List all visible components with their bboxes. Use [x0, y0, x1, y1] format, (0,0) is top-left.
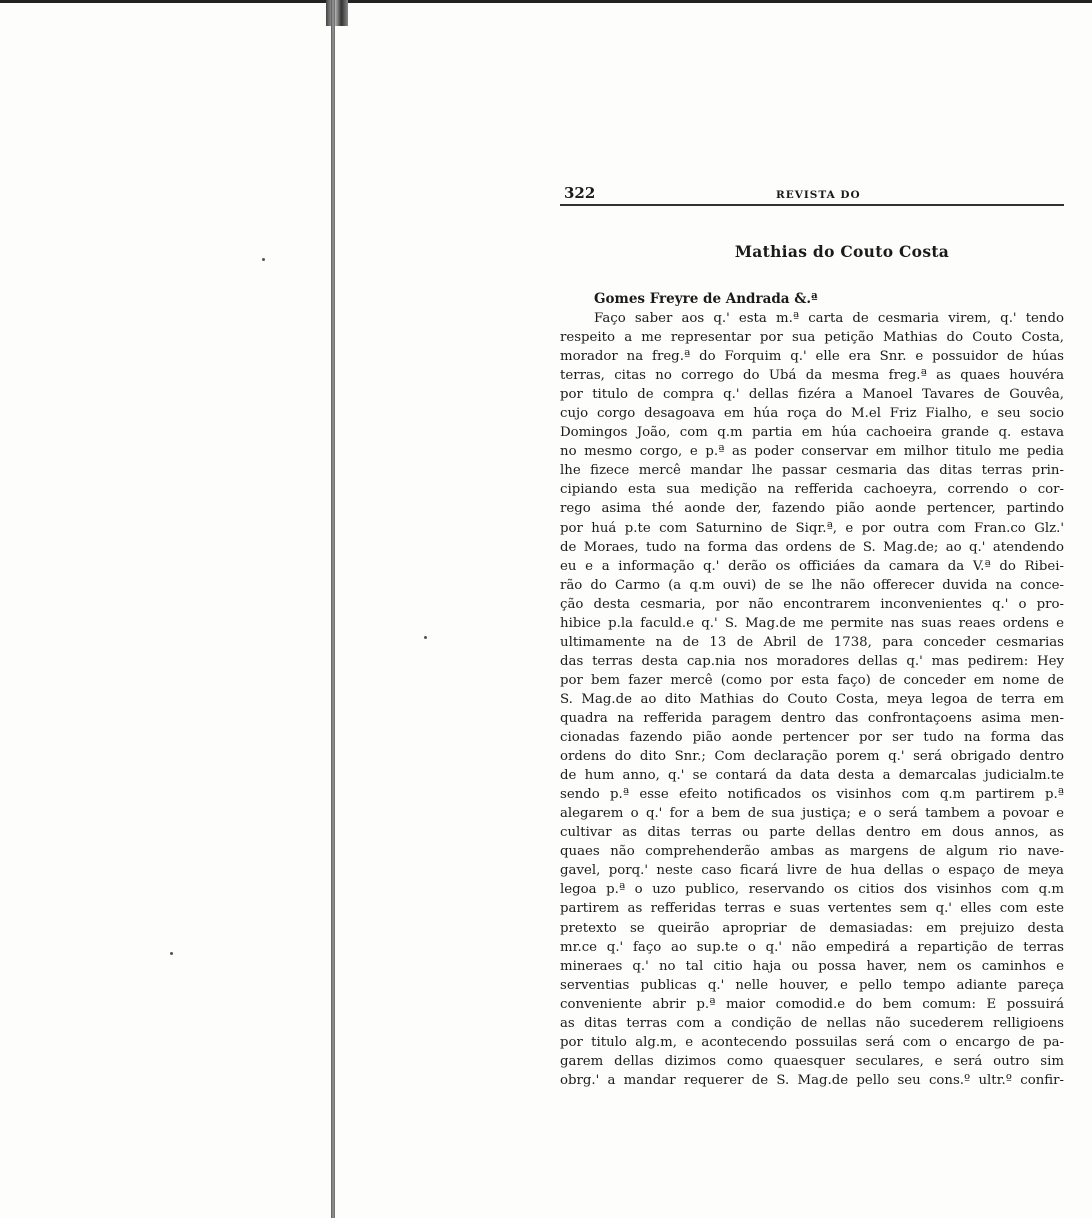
- text-line: respeito a me representar por sua petição Mathias do Couto Costa,: [560, 330, 1064, 346]
- text-line: conveniente abrir p.ª maior comodid.e do bem comum: E possuirá: [560, 996, 1064, 1012]
- binding-clip: [326, 0, 348, 26]
- book-spine: [331, 0, 335, 1218]
- page-top-edge: [0, 0, 1092, 3]
- text-line: ordens do dito Snr.; Com declaração porem q.' será obrigado dentro: [560, 749, 1064, 765]
- text-line: gavel, porq.' neste caso ficará livre de hua dellas o espaço de meya: [560, 863, 1064, 879]
- text-line: de Moraes, tudo na forma das ordens de S. Mag.de; ao q.' atendendo: [560, 539, 1064, 555]
- text-line: obrg.' a mandar requerer de S. Mag.de pello seu cons.º ultr.º confir-: [560, 1072, 1064, 1088]
- text-line: por titulo de compra q.' dellas fizéra a Manoel Tavares de Gouvêa,: [560, 387, 1064, 403]
- text-line: quadra na refferida paragem dentro das confrontaçoens asima men-: [560, 710, 1064, 726]
- text-line: serventias publicas q.' nelle houver, e pello tempo adiante pareça: [560, 977, 1064, 993]
- document-title: Mathias do Couto Costa: [734, 242, 950, 261]
- text-line: Faço saber aos q.' esta m.ª carta de cesmaria virem, q.' tendo: [594, 311, 1064, 326]
- text-line: alegarem o q.' for a bem de sua justiça; e o será tambem a povoar e: [560, 806, 1064, 822]
- text-line: por titulo alg.m, e acontecendo possuilas será com o encargo de pa-: [560, 1034, 1064, 1050]
- text-line: cultivar as ditas terras ou parte dellas dentro em dous annos, as: [560, 825, 1064, 841]
- text-line: de hum anno, q.' se contará da data desta a demarcalas judicialm.te: [560, 768, 1064, 784]
- text-line: mineraes q.' no tal citio haja ou possa haver, nem os caminhos e: [560, 958, 1064, 974]
- text-line: rego asima thé aonde der, fazendo pião aonde pertencer, partindo: [560, 501, 1064, 517]
- text-line: no mesmo corgo, e p.ª as poder conservar em milhor titulo me pedia: [560, 444, 1064, 460]
- running-head: REVISTA DO: [776, 189, 861, 201]
- dust-speck: [424, 636, 427, 639]
- text-line: das terras desta cap.nia nos moradores dellas q.' mas pedirem: Hey: [560, 653, 1064, 669]
- printed-page: [560, 180, 1064, 1090]
- text-line: mr.ce q.' faço ao sup.te o q.' não empedirá a repartição de terras: [560, 939, 1064, 955]
- text-line: legoa p.ª o uzo publico, reservando os citios dos visinhos com q.m: [560, 882, 1064, 898]
- text-line: S. Mag.de ao dito Mathias do Couto Costa, meya legoa de terra em: [560, 691, 1064, 707]
- text-line: por huá p.te com Saturnino de Siqr.ª, e por outra com Fran.co Glz.': [560, 520, 1064, 536]
- page-header: [560, 180, 1064, 206]
- text-line: rão do Carmo (a q.m ouvi) de se lhe não offerecer duvida na conce-: [560, 577, 1064, 593]
- salutation: Gomes Freyre de Andrada &.ª: [594, 291, 818, 307]
- text-line: ultimamente na de 13 de Abril de 1738, para conceder cesmarias: [560, 634, 1064, 650]
- text-line: morador na freg.ª do Forquim q.' elle era Snr. e possuidor de húas: [560, 349, 1064, 365]
- text-line: quaes não comprehenderão ambas as margens de algum rio nave-: [560, 844, 1064, 860]
- text-line: Domingos João, com q.m partia em húa cachoeira grande q. estava: [560, 425, 1064, 441]
- text-line: por bem fazer mercê (como por esta faço) de conceder em nome de: [560, 672, 1064, 688]
- dust-speck: [170, 952, 173, 955]
- text-line: hibice p.la faculd.e q.' S. Mag.de me permite nas suas reaes ordens e: [560, 615, 1064, 631]
- text-line: lhe fizece mercê mandar lhe passar cesmaria das ditas terras prin-: [560, 463, 1064, 479]
- text-line: ção desta cesmaria, por não encontrarem inconvenientes q.' o pro-: [560, 596, 1064, 612]
- text-line: cipiando esta sua medição na refferida cachoeyra, correndo o cor-: [560, 482, 1064, 498]
- text-line: terras, citas no corrego do Ubá da mesma freg.ª as quaes houvéra: [560, 368, 1064, 384]
- document-body: [560, 309, 1064, 1090]
- dust-speck: [262, 258, 265, 261]
- text-line: sendo p.ª esse efeito notificados os visinhos com q.m partirem p.ª: [560, 787, 1064, 803]
- text-line: as ditas terras com a condição de nellas não sucederem relligioens: [560, 1015, 1064, 1031]
- page-number: 322: [564, 184, 596, 202]
- text-line: pretexto se queirão apropriar de demasiadas: em prejuizo desta: [560, 920, 1064, 936]
- text-line: eu e a informação q.' derão os officiáes da camara da V.ª do Ribei-: [560, 558, 1064, 574]
- text-line: cujo corgo desagoava em húa roça do M.el Friz Fialho, e seu socio: [560, 406, 1064, 422]
- text-line: cionadas fazendo pião aonde pertencer por ser tudo na forma das: [560, 730, 1064, 746]
- text-line: garem dellas dizimos como quaesquer seculares, e será outro sim: [560, 1053, 1064, 1069]
- text-line: partirem as refferidas terras e suas vertentes sem q.' elles com este: [560, 901, 1064, 917]
